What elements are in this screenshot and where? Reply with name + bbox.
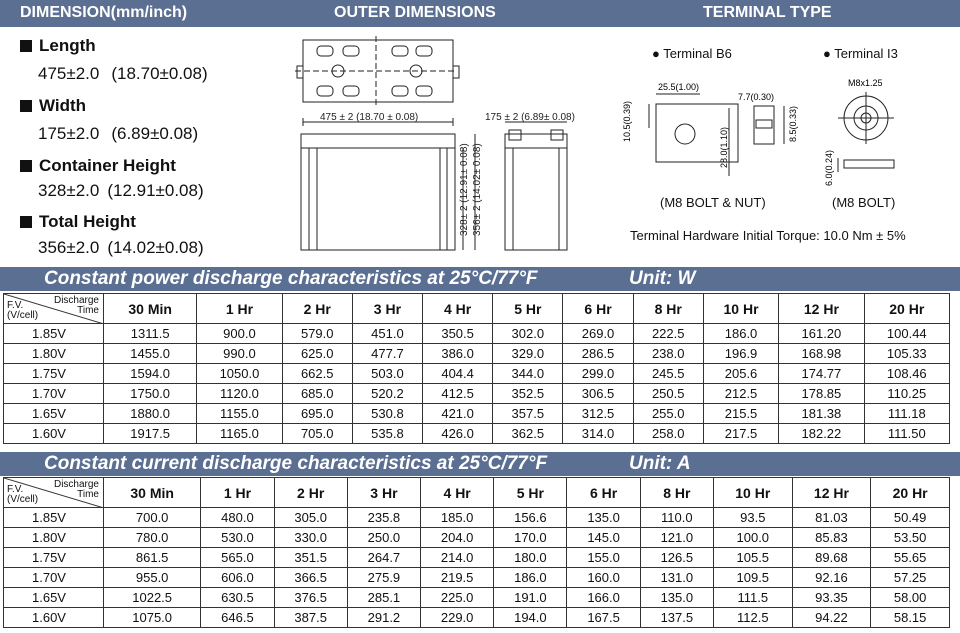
table-cell: 205.6	[703, 364, 778, 384]
bullet-square-icon	[20, 100, 32, 112]
table-cell: 235.8	[347, 508, 420, 528]
length-dimension-label: 475 ± 2 (18.70 ± 0.08)	[320, 112, 419, 123]
dim-label: 10.5(0.39)	[622, 100, 632, 142]
power-discharge-table	[3, 293, 950, 444]
table-row	[4, 344, 950, 364]
table-row	[4, 548, 950, 568]
power-section-header	[0, 267, 960, 291]
table-cell: 215.5	[703, 404, 778, 424]
table-cell: 530.0	[201, 528, 274, 548]
final-voltage-cell: 1.85V	[4, 324, 104, 344]
dimension-item	[20, 154, 290, 204]
terminal-b6-drawing	[649, 94, 784, 176]
table-cell: 258.0	[633, 424, 703, 444]
table-cell: 386.0	[423, 344, 493, 364]
terminal-i3-label: ● Terminal I3	[823, 46, 898, 61]
height-dimension-label-1: 328± 2 (12.91± 0.08)	[459, 143, 470, 236]
table-cell: 376.5	[274, 588, 347, 608]
table-cell: 105.33	[864, 344, 949, 364]
final-voltage-cell: 1.70V	[4, 568, 104, 588]
table-cell: 255.0	[633, 404, 703, 424]
current-table-unit: Unit: A	[629, 453, 691, 474]
final-voltage-cell: 1.75V	[4, 548, 104, 568]
table-cell: 111.18	[864, 404, 949, 424]
table-cell: 387.5	[274, 608, 347, 628]
table-cell: 110.0	[640, 508, 713, 528]
table-cell: 1311.5	[104, 324, 197, 344]
header-bar	[0, 0, 960, 27]
column-header: 10 Hr	[713, 478, 792, 508]
table-cell: 695.0	[282, 404, 352, 424]
table-row	[4, 608, 950, 628]
table-corner-cell	[4, 294, 104, 324]
table-cell: 900.0	[197, 324, 282, 344]
table-cell: 1165.0	[197, 424, 282, 444]
table-cell: 329.0	[493, 344, 563, 364]
width-dimension-label: 175 ± 2 (6.89± 0.08)	[485, 112, 575, 123]
final-voltage-cell: 1.80V	[4, 344, 104, 364]
terminal-i3-drawing	[838, 92, 894, 172]
bullet-square-icon	[20, 40, 32, 52]
table-cell: 110.25	[864, 384, 949, 404]
final-voltage-cell: 1.65V	[4, 588, 104, 608]
power-table-title: Constant power discharge characteristics at 25°C/77°F	[44, 268, 538, 289]
table-header-row	[4, 478, 950, 508]
terminal-i3-bolt-label: (M8 BOLT)	[832, 195, 896, 210]
table-cell: 314.0	[563, 424, 633, 444]
terminal-b6-label: ● Terminal B6	[652, 46, 732, 61]
table-cell: 109.5	[713, 568, 792, 588]
table-cell: 174.77	[779, 364, 864, 384]
table-cell: 285.1	[347, 588, 420, 608]
dimension-item	[20, 94, 290, 150]
outer-dimensions-heading: OUTER DIMENSIONS	[334, 4, 496, 21]
table-cell: 1880.0	[104, 404, 197, 424]
table-cell: 291.2	[347, 608, 420, 628]
table-cell: 167.5	[567, 608, 640, 628]
column-header: 12 Hr	[779, 294, 864, 324]
table-cell: 100.0	[713, 528, 792, 548]
table-cell: 357.5	[493, 404, 563, 424]
table-cell: 286.5	[563, 344, 633, 364]
top-view-drawing	[295, 36, 459, 106]
table-cell: 412.5	[423, 384, 493, 404]
column-header: 6 Hr	[567, 478, 640, 508]
final-voltage-cell: 1.80V	[4, 528, 104, 548]
dimension-label: Length	[39, 36, 96, 55]
column-header: 4 Hr	[423, 294, 493, 324]
table-cell: 182.22	[779, 424, 864, 444]
column-header: 8 Hr	[633, 294, 703, 324]
table-cell: 700.0	[104, 508, 201, 528]
table-cell: 100.44	[864, 324, 949, 344]
final-voltage-cell: 1.60V	[4, 608, 104, 628]
table-cell: 477.7	[352, 344, 422, 364]
front-view-drawing	[301, 118, 475, 250]
table-cell: 625.0	[282, 344, 352, 364]
table-cell: 269.0	[563, 324, 633, 344]
table-cell: 1155.0	[197, 404, 282, 424]
table-cell: 305.0	[274, 508, 347, 528]
table-cell: 1917.5	[104, 424, 197, 444]
current-discharge-table	[3, 477, 950, 628]
table-cell: 180.0	[494, 548, 567, 568]
table-cell: 137.5	[640, 608, 713, 628]
dimension-metric: 475±2.0	[38, 64, 100, 83]
corner-label-fv: F.V. (V/cell)	[7, 300, 39, 321]
table-cell: 1750.0	[104, 384, 197, 404]
table-cell: 312.5	[563, 404, 633, 424]
table-cell: 330.0	[274, 528, 347, 548]
table-cell: 186.0	[494, 568, 567, 588]
final-voltage-cell: 1.85V	[4, 508, 104, 528]
table-cell: 135.0	[567, 508, 640, 528]
corner-label-time: Discharge Time	[53, 295, 99, 316]
table-cell: 404.4	[423, 364, 493, 384]
table-cell: 93.5	[713, 508, 792, 528]
power-table-unit: Unit: W	[629, 268, 696, 289]
table-cell: 306.5	[563, 384, 633, 404]
table-cell: 250.0	[347, 528, 420, 548]
column-header: 2 Hr	[274, 478, 347, 508]
table-cell: 217.5	[703, 424, 778, 444]
table-cell: 1455.0	[104, 344, 197, 364]
table-cell: 646.5	[201, 608, 274, 628]
column-header: 6 Hr	[563, 294, 633, 324]
table-cell: 105.5	[713, 548, 792, 568]
table-cell: 480.0	[201, 508, 274, 528]
table-row	[4, 568, 950, 588]
dimension-imperial: (18.70±0.08)	[111, 64, 208, 83]
table-cell: 229.0	[421, 608, 494, 628]
dim-label: M8x1.25	[848, 78, 883, 88]
table-cell: 50.49	[871, 508, 950, 528]
dimension-item	[20, 210, 290, 262]
table-cell: 181.38	[779, 404, 864, 424]
column-header: 20 Hr	[864, 294, 949, 324]
terminal-type-heading: TERMINAL TYPE	[703, 4, 832, 21]
table-cell: 275.9	[347, 568, 420, 588]
table-cell: 451.0	[352, 324, 422, 344]
torque-note: Terminal Hardware Initial Torque: 10.0 Nm ± 5%	[630, 228, 906, 243]
dimension-imperial: (14.02±0.08)	[107, 238, 204, 257]
column-header: 5 Hr	[493, 294, 563, 324]
table-cell: 186.0	[703, 324, 778, 344]
column-header: 30 Min	[104, 478, 201, 508]
final-voltage-cell: 1.65V	[4, 404, 104, 424]
column-header: 3 Hr	[347, 478, 420, 508]
table-row	[4, 528, 950, 548]
table-cell: 156.6	[494, 508, 567, 528]
table-cell: 131.0	[640, 568, 713, 588]
table-cell: 685.0	[282, 384, 352, 404]
table-cell: 121.0	[640, 528, 713, 548]
table-cell: 160.0	[567, 568, 640, 588]
table-cell: 204.0	[421, 528, 494, 548]
terminal-b6-bolt-label: (M8 BOLT & NUT)	[660, 195, 766, 210]
table-header-row	[4, 294, 950, 324]
table-cell: 238.0	[633, 344, 703, 364]
dim-label: 28.0(1.10)	[719, 126, 729, 168]
table-cell: 161.20	[779, 324, 864, 344]
table-cell: 58.15	[871, 608, 950, 628]
table-cell: 705.0	[282, 424, 352, 444]
dimension-imperial: (6.89±0.08)	[111, 124, 199, 143]
table-cell: 89.68	[792, 548, 871, 568]
column-header: 12 Hr	[792, 478, 871, 508]
table-row	[4, 404, 950, 424]
table-cell: 579.0	[282, 324, 352, 344]
dimension-label: Total Height	[39, 212, 136, 231]
table-cell: 990.0	[197, 344, 282, 364]
column-header: 30 Min	[104, 294, 197, 324]
dimension-imperial: (12.91±0.08)	[107, 181, 204, 200]
table-cell: 1050.0	[197, 364, 282, 384]
column-header: 1 Hr	[197, 294, 282, 324]
table-cell: 111.50	[864, 424, 949, 444]
table-cell: 93.35	[792, 588, 871, 608]
corner-label-fv: F.V. (V/cell)	[7, 484, 39, 505]
table-cell: 302.0	[493, 324, 563, 344]
table-cell: 503.0	[352, 364, 422, 384]
table-cell: 108.46	[864, 364, 949, 384]
table-cell: 955.0	[104, 568, 201, 588]
table-row	[4, 364, 950, 384]
dimension-list	[20, 34, 290, 262]
table-cell: 225.0	[421, 588, 494, 608]
column-header: 4 Hr	[421, 478, 494, 508]
table-cell: 145.0	[567, 528, 640, 548]
table-row	[4, 384, 950, 404]
table-cell: 55.65	[871, 548, 950, 568]
dimension-metric: 356±2.0	[38, 238, 100, 257]
dimension-heading: DIMENSION(mm/inch)	[20, 4, 188, 21]
dimension-metric: 175±2.0	[38, 124, 100, 143]
table-cell: 212.5	[703, 384, 778, 404]
current-section-header	[0, 452, 960, 476]
table-cell: 194.0	[494, 608, 567, 628]
dimension-item	[20, 34, 290, 90]
final-voltage-cell: 1.60V	[4, 424, 104, 444]
column-header: 5 Hr	[494, 478, 567, 508]
side-view-drawing	[505, 122, 567, 250]
dimension-label: Width	[39, 96, 87, 115]
table-cell: 58.00	[871, 588, 950, 608]
table-cell: 421.0	[423, 404, 493, 424]
table-cell: 111.5	[713, 588, 792, 608]
table-cell: 92.16	[792, 568, 871, 588]
dim-label: 8.5(0.33)	[788, 105, 798, 142]
dim-label: 7.7(0.30)	[738, 92, 775, 102]
table-cell: 565.0	[201, 548, 274, 568]
table-cell: 352.5	[493, 384, 563, 404]
table-cell: 535.8	[352, 424, 422, 444]
table-cell: 780.0	[104, 528, 201, 548]
table-cell: 166.0	[567, 588, 640, 608]
table-row	[4, 324, 950, 344]
table-cell: 245.5	[633, 364, 703, 384]
table-cell: 53.50	[871, 528, 950, 548]
table-cell: 219.5	[421, 568, 494, 588]
column-header: 20 Hr	[871, 478, 950, 508]
bullet-square-icon	[20, 160, 32, 172]
dim-label: 6.0(0.24)	[824, 149, 834, 186]
table-cell: 1022.5	[104, 588, 201, 608]
table-cell: 196.9	[703, 344, 778, 364]
table-cell: 85.83	[792, 528, 871, 548]
table-cell: 299.0	[563, 364, 633, 384]
table-cell: 191.0	[494, 588, 567, 608]
corner-label-time: Discharge Time	[53, 479, 99, 500]
table-cell: 362.5	[493, 424, 563, 444]
table-cell: 178.85	[779, 384, 864, 404]
table-cell: 135.0	[640, 588, 713, 608]
table-corner-cell	[4, 478, 104, 508]
dimension-metric: 328±2.0	[38, 181, 100, 200]
final-voltage-cell: 1.70V	[4, 384, 104, 404]
dimension-label: Container Height	[39, 156, 176, 175]
terminal-drawing	[618, 76, 948, 188]
table-cell: 185.0	[421, 508, 494, 528]
table-cell: 1075.0	[104, 608, 201, 628]
table-cell: 1594.0	[104, 364, 197, 384]
current-table-title: Constant current discharge characteristics at 25°C/77°F	[44, 453, 548, 474]
table-cell: 57.25	[871, 568, 950, 588]
table-cell: 350.5	[423, 324, 493, 344]
table-cell: 94.22	[792, 608, 871, 628]
table-cell: 530.8	[352, 404, 422, 424]
table-cell: 126.5	[640, 548, 713, 568]
column-header: 10 Hr	[703, 294, 778, 324]
table-cell: 214.0	[421, 548, 494, 568]
table-cell: 155.0	[567, 548, 640, 568]
table-cell: 81.03	[792, 508, 871, 528]
column-header: 8 Hr	[640, 478, 713, 508]
table-row	[4, 588, 950, 608]
column-header: 1 Hr	[201, 478, 274, 508]
table-cell: 344.0	[493, 364, 563, 384]
outer-dimensions-drawing	[295, 36, 585, 256]
table-cell: 606.0	[201, 568, 274, 588]
table-cell: 264.7	[347, 548, 420, 568]
table-cell: 1120.0	[197, 384, 282, 404]
column-header: 3 Hr	[352, 294, 422, 324]
bullet-square-icon	[20, 216, 32, 228]
table-cell: 168.98	[779, 344, 864, 364]
table-cell: 630.5	[201, 588, 274, 608]
table-cell: 351.5	[274, 548, 347, 568]
column-header: 2 Hr	[282, 294, 352, 324]
table-cell: 222.5	[633, 324, 703, 344]
table-cell: 170.0	[494, 528, 567, 548]
dim-label: 25.5(1.00)	[658, 82, 700, 92]
table-cell: 112.5	[713, 608, 792, 628]
table-cell: 520.2	[352, 384, 422, 404]
table-row	[4, 508, 950, 528]
table-cell: 426.0	[423, 424, 493, 444]
table-cell: 366.5	[274, 568, 347, 588]
table-cell: 662.5	[282, 364, 352, 384]
final-voltage-cell: 1.75V	[4, 364, 104, 384]
height-dimension-label-2: 356± 2 (14.02± 0.08)	[472, 143, 483, 236]
table-row	[4, 424, 950, 444]
table-cell: 861.5	[104, 548, 201, 568]
table-cell: 250.5	[633, 384, 703, 404]
